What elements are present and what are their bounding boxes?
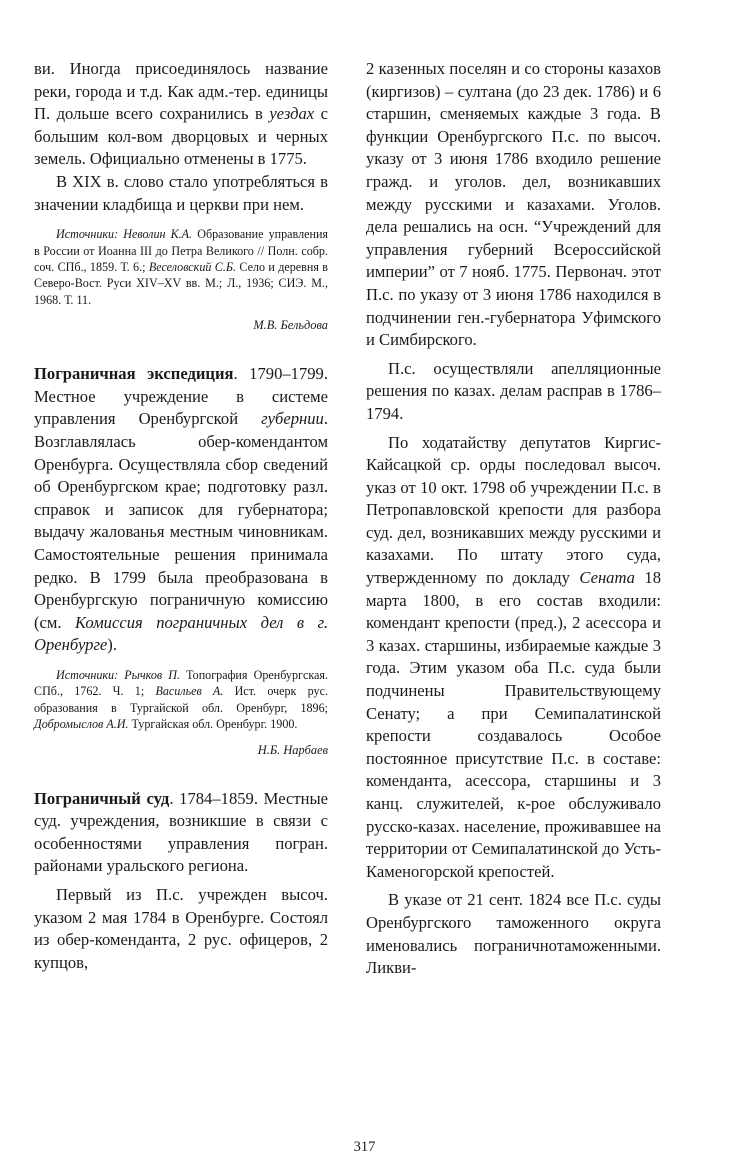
sources-block: Источники: Неволин К.А. Образование управления в России от Иоанна III до Петра Великого // Полн. собр. соч. СПб., 1859. Т. 6.; Веселовский С.Б. Село и деревня в Северо-Вост. Руси XIV–XV вв. М.; Л., 1936; СИЭ. М., 1968. Т. 11.	[34, 227, 328, 307]
entry-text: Пограничный суд. 1784–1859. Местные суд. учреждения, возникшие в связи с особенностями управления погран. районами уральского региона.	[34, 788, 328, 876]
author-signature: М.В. Бельдова	[253, 318, 328, 333]
paragraph: В указе от 21 сент. 1824 все П.с. суды Оренбургского таможенного округа именовались пограничнотаможенными. Ликви-	[366, 890, 661, 978]
paragraph: По ходатайству депутатов Киргис-Кайсацкой ср. орды последовал высоч. указ от 10 окт. 1798 об учреждении П.с. в Петропавловской крепости для разбора суд. дел, возникавших между русскими и казахами. По штату этого суда, утвержденному по докладу Сената 18 марта 1800, в его состав входили: комендант крепости (пред.), 2 асессора и 3 казах. старшины, избираемые каждые 3 года. Этим указом оба П.с. суда были подчинены Правительствующему Сенату; а при Семипалатинской крепости создавалось Особое постоянное присутствие П.с. в составе: коменданта, асессора, старшины и 3 канц. служителей, к-рое обслуживало русско-казах. население, проживавшее на территории от Семипалатинской до Усть-Каменогорской крепостей.	[366, 432, 661, 881]
paragraph-continuation: ви. Иногда присоединялось название реки, города и т.д. Как адм.-тер. единицы П. дольше всего сохранились в уездах с большим кол-вом дворцовых и черных земель. Официально отменены в 1775.	[34, 59, 328, 169]
left-column	[34, 58, 328, 974]
page-number: 317	[353, 1139, 376, 1155]
paragraph-continuation: 2 казенных поселян и со стороны казахов (киргизов) – султана (до 23 дек. 1786) и 6 старшин, сменяемых каждые 3 года. В функции Оренбургского П.с. по высоч. указу от 3 июня 1786 входило решение гражд. и уголов. дел, возникавших между русскими и казахами. Уголов. дела решались на осн. “Учреждений для управления губерний Всероссийской империи” от 7 нояб. 1775. Первонач. этот П.с. по указу от 3 июня 1786 находился в подчинении ген.-губернатора Уфимского и Симбирского.	[366, 59, 661, 350]
author-signature: Н.Б. Нарбаев	[257, 742, 328, 757]
paragraph: Первый из П.с. учрежден высоч. указом 2 мая 1784 в Оренбурге. Состоял из обер-коменданта, 2 рус. офицеров, 2 купцов,	[34, 884, 328, 972]
headword: Пограничный суд	[34, 788, 170, 808]
headword: Пограничная экспедиция	[34, 364, 234, 384]
entry-pogranichny-sud	[34, 788, 328, 975]
right-column	[366, 58, 661, 980]
paragraph: В XIX в. слово стало употребляться в значении кладбища и церкви при нем.	[34, 171, 328, 214]
entry-pogranichnaya-ekspeditsiya	[34, 363, 328, 757]
entry-text: Пограничная экспедиция. 1790–1799. Местное учреждение в системе управления Оренбургской губернии. Возглавлялась обер-комендантом Оренбурга. Осуществляла сбор сведений об Оренбургском крае; подготовку разл. справок и записок для губернатора; выдачу жалованья местным чиновникам. Самостоятельные решения принимала редко. В 1799 была преобразована в Оренбургскую пограничную комиссию (см. Комиссия пограничных дел в г. Оренбурге).	[34, 364, 328, 655]
paragraph: П.с. осуществляли апелляционные решения по казах. делам расправ в 1786–1794.	[366, 358, 661, 423]
sources-block: Источники: Рычков П. Топография Оренбургская. СПб., 1762. Ч. 1; Васильев А. Ист. очерк рус. образования в Тургайской обл. Оренбург, 1896; Добромыслов А.И. Тургайская обл. Оренбург. 1900.	[34, 667, 328, 732]
